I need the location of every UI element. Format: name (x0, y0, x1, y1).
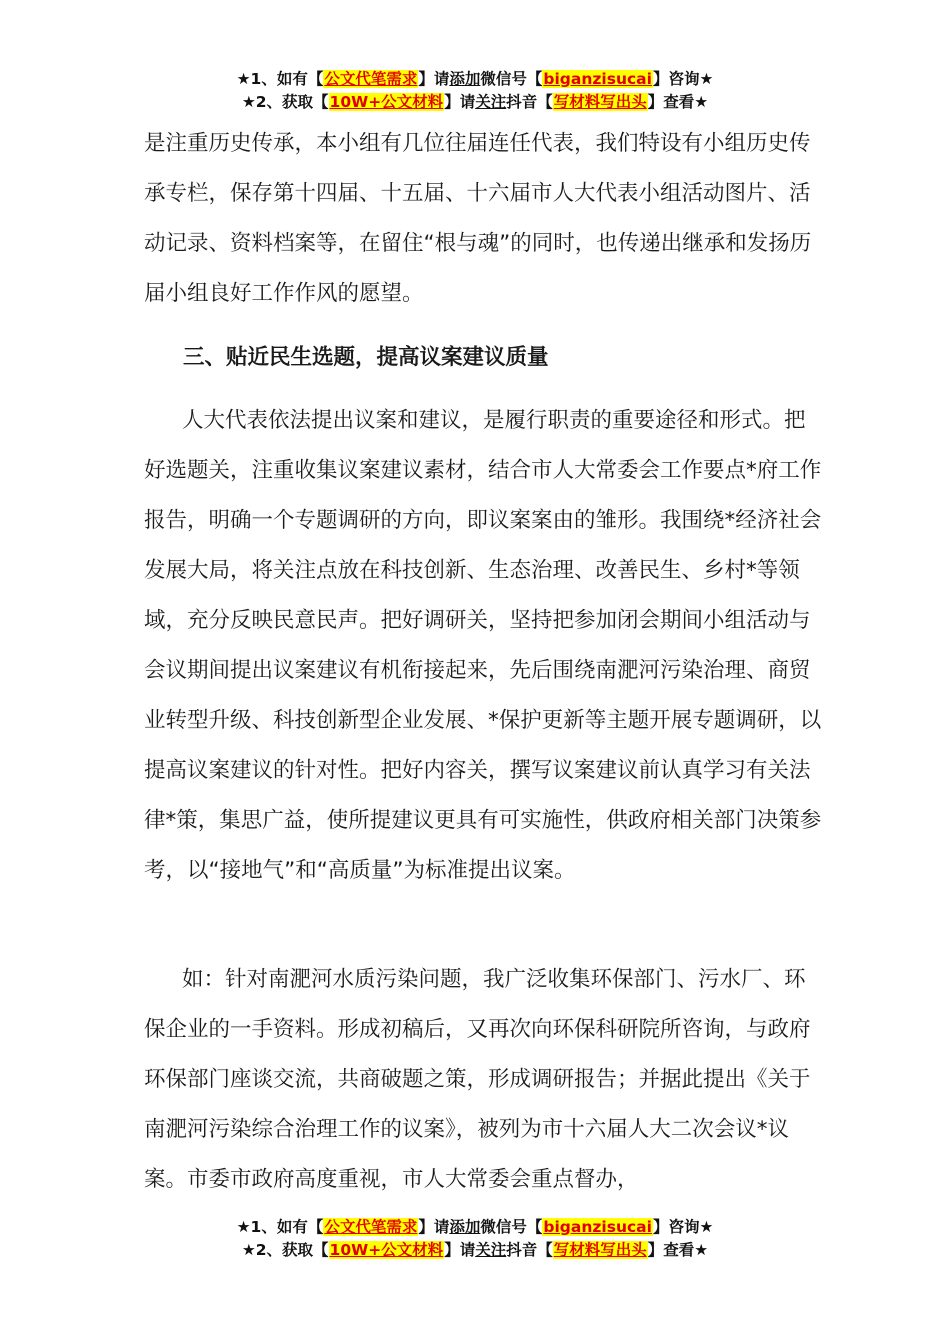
banner-highlight: 10W+公文材料 (329, 93, 444, 111)
banner-emphasis: 添加 (449, 70, 481, 88)
banner-emphasis: 添加 (449, 1218, 481, 1236)
banner-line-2 (0, 1239, 950, 1262)
paragraph-2: 人大代表依法提出议案和建议，是履行职责的重要途径和形式。把好选题关，注重收集议案建议素材，结合市人大常委会工作要点*府工作报告，明确一个专题调研的方向，即议案案由的雏形。我围绕*经济社会发展大局，将关注点放在科技创新、生态治理、改善民生、乡村*等领域，充分反映民意民声。把好调研关，坚持把参加闭会期间小组活动与会议期间提出议案建议有机衔接起来，先后围绕南淝河污染治理、商贸业转型升级、科技创新型企业发展、*保护更新等主题开展专题调研，以提高议案建议的针对性。把好内容关，撰写议案建议前认真学习有关法律*策，集思广益，使所提建议更具有可实施性，供政府相关部门决策参考，以“接地气”和“高质量”为标准提出议案。 (144, 408, 822, 883)
banner-wechat-id: biganzisucai (543, 1218, 652, 1236)
banner-emphasis: 关注 (475, 1241, 507, 1259)
banner-text: ★1、如有【 (236, 1218, 324, 1236)
banner-text: 】请 (418, 1218, 450, 1236)
banner-text: 】查看★ (647, 1241, 709, 1259)
banner-emphasis: 关注 (475, 93, 507, 111)
banner-highlight: 公文代笔需求 (324, 70, 418, 88)
banner-text: 】咨询★ (652, 1218, 714, 1236)
banner-text: 抖音【 (506, 93, 553, 111)
banner-line-2 (0, 91, 950, 114)
banner-douyin-name: 写材料写出头 (553, 93, 647, 111)
banner-text: ★1、如有【 (236, 70, 324, 88)
banner-text: ★2、获取【 (241, 93, 329, 111)
banner-text: 】查看★ (647, 93, 709, 111)
banner-text: 】请 (444, 1241, 476, 1259)
banner-text: 】请 (418, 70, 450, 88)
banner-text: 】请 (444, 93, 476, 111)
banner-douyin-name: 写材料写出头 (553, 1241, 647, 1259)
banner-highlight: 公文代笔需求 (324, 1218, 418, 1236)
paragraph-3: 如：针对南淝河水质污染问题，我广泛收集环保部门、污水厂、环保企业的一手资料。形成初稿后，又再次向环保科研院所咨询，与政府环保部门座谈交流，共商破题之策，形成调研报告；并据此提出《关于南淝河污染综合治理工作的议案》，被列为市十六届人大二次会议*议案。市委市政府高度重视，市人大常委会重点督办， (144, 967, 811, 1192)
banner-text: 微信号【 (480, 1218, 543, 1236)
banner-text: ★2、获取【 (241, 1241, 329, 1259)
banner-text: 抖音【 (506, 1241, 553, 1259)
footer-banner (0, 1216, 950, 1262)
banner-text: 】咨询★ (652, 70, 714, 88)
paragraph-1: 是注重历史传承，本小组有几位往届连任代表，我们特设有小组历史传承专栏，保存第十四届、十五届、十六届市人大代表小组活动图片、活动记录、资料档案等，在留住“根与魂”的同时，也传递出继承和发扬历届小组良好工作作风的愿望。 (144, 131, 812, 306)
banner-line-1 (0, 68, 950, 91)
section-heading-3: 三、贴近民生选题，提高议案建议质量 (183, 345, 549, 370)
banner-wechat-id: biganzisucai (543, 70, 652, 88)
header-banner (0, 68, 950, 114)
banner-text: 微信号【 (480, 70, 543, 88)
banner-highlight: 10W+公文材料 (329, 1241, 444, 1259)
banner-line-1 (0, 1216, 950, 1239)
